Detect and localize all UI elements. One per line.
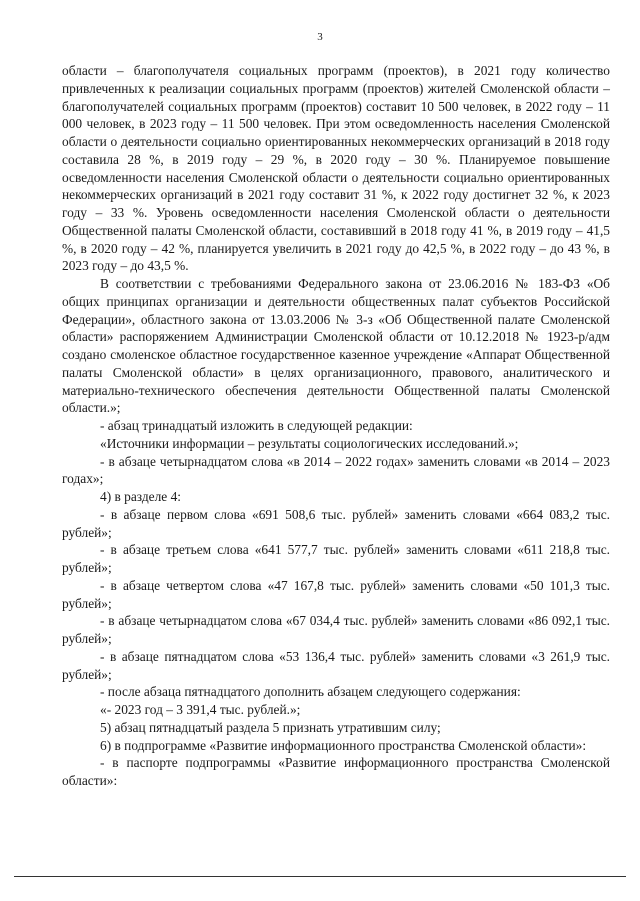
page-number: 3: [317, 31, 323, 43]
paragraph: 6) в подпрограмме «Развитие информационного пространства Смоленской области»:: [100, 737, 587, 753]
paragraph: - в абзаце четырнадцатом слова «в 2014 – 2022 годах» заменить словами «в 2014 – 2023 годах»;: [62, 453, 610, 487]
page-bottom-divider: [14, 876, 626, 877]
paragraph: - в абзаце четвертом слова «47 167,8 тыс. рублей» заменить словами «50 101,3 тыс. рублей»;: [62, 577, 610, 611]
paragraph: - в абзаце пятнадцатом слова «53 136,4 тыс. рублей» заменить словами «3 261,9 тыс. рублей»;: [62, 648, 610, 682]
document-body: [62, 62, 610, 790]
paragraph: области – благополучателя социальных программ (проектов), в 2021 году количество привлеченных к реализации социальных программ (проектов) жителей Смоленской области – благополучателей социальных программ (проектов) составит 10 500 человек, в 2022 году – 11 000 человек, в 2023 году – 11 500 человек. При этом осведомленность населения Смоленской области о деятельности социально ориентированных некоммерческих организаций в 2018 году составила 28 %, в 2019 году – 29 %, в 2020 году – 30 %. Планируемое повышение осведомленности населения Смоленской области о деятельности социально ориентированных некоммерческих организаций в 2021 году составит 31 %, к 2022 году достигнет 32 %, к 2023 году – 33 %. Уровень осведомленности населения Смоленской области о деятельности Общественной палаты Смоленской области, составивший в 2018 году 41 %, в 2019 году – 41,5 %, в 2020 году – 42 %, планируется увеличить в 2021 году до 42,5 %, в 2022 году – до 43 %, в 2023 году – до 43,5 %.: [62, 63, 610, 274]
paragraph: «- 2023 год – 3 391,4 тыс. рублей.»;: [100, 702, 301, 717]
paragraph: 4) в разделе 4:: [100, 489, 182, 504]
paragraph: - в абзаце третьем слова «641 577,7 тыс. рублей» заменить словами «611 218,8 тыс. рублей»;: [62, 542, 610, 575]
paragraph: В соответствии с требованиями Федерального закона от 23.06.2016 № 183-ФЗ «Об общих принципах организации и деятельности общественных палат субъектов Российской Федерации», областного закона от 13.03.2006 № 3-з «Об Общественной палате Смоленской области» распоряжением Администрации Смоленской области от 10.12.2018 № 1923-р/адм создано смоленское областное государственное казенное учреждение «Аппарат Общественной палаты Смоленской области» в целях организационного, правового, аналитического и материально-технического обеспечения деятельности Общественной палаты Смоленской области.»;: [62, 276, 610, 416]
paragraph: 5) абзац пятнадцатый раздела 5 признать утратившим силу;: [100, 719, 441, 735]
paragraph: - в паспорте подпрограммы «Развитие информационного пространства Смоленской области»:: [62, 755, 610, 788]
paragraph: - после абзаца пятнадцатого дополнить абзацем следующего содержания:: [100, 684, 521, 700]
paragraph: «Источники информации – результаты социологических исследований.»;: [100, 435, 519, 451]
paragraph: - абзац тринадцатый изложить в следующей редакции:: [100, 418, 413, 433]
paragraph: - в абзаце четырнадцатом слова «67 034,4 тыс. рублей» заменить словами «86 092,1 тыс. рублей»;: [62, 613, 610, 646]
paragraph: - в абзаце первом слова «691 508,6 тыс. рублей» заменить словами «664 083,2 тыс. рублей»;: [62, 506, 610, 540]
